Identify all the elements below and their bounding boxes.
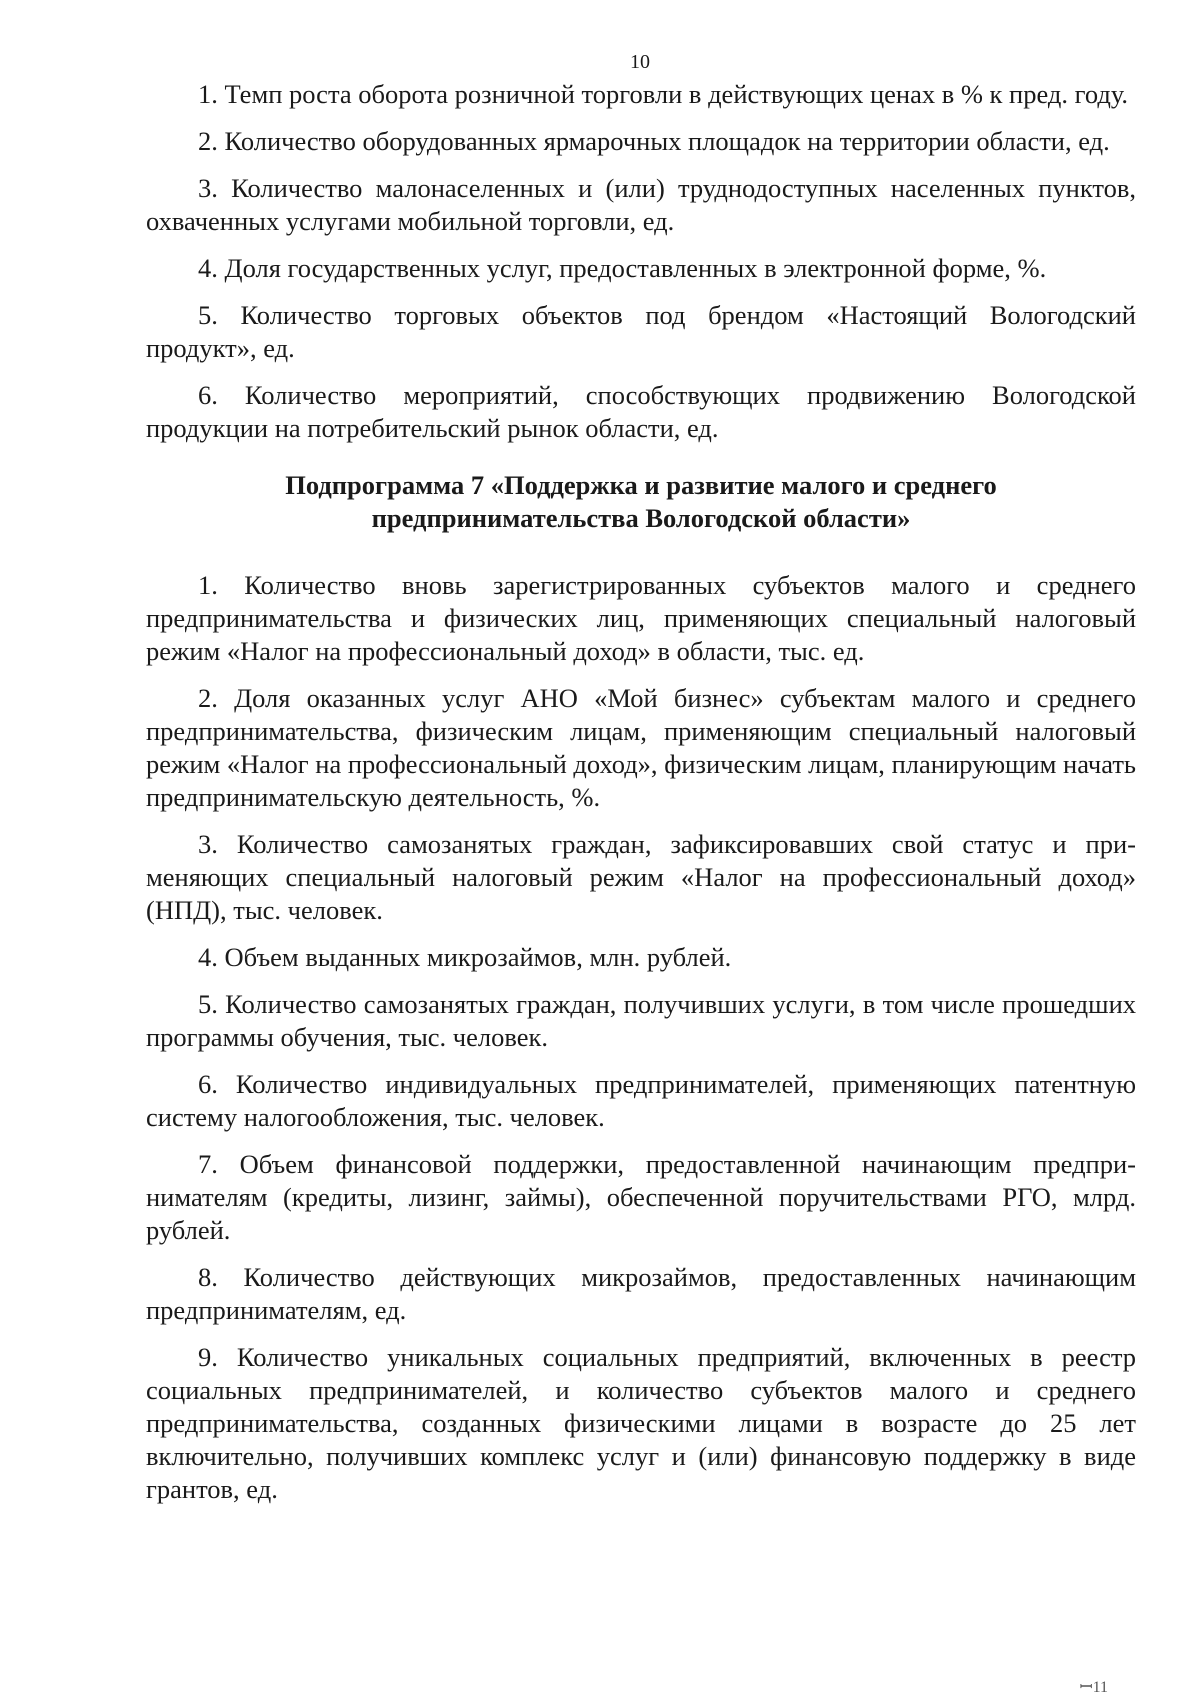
subprogram-heading <box>146 469 1136 535</box>
corner-mark: ꟷ11 <box>1079 1679 1108 1696</box>
list-item: 6. Количество индивидуальных предпринимателей, применяющих патентную систему налогообложения, тыс. человек. <box>146 1069 1136 1132</box>
list-item: 3. Количество самозанятых граждан, зафиксировавших свой статус и применяющих специальный налоговый режим «Налог на профессиональный доход» (НПД), тыс. человек. <box>146 829 1136 925</box>
list-item: 4. Доля государственных услуг, предоставленных в электронной форме, %. <box>198 253 1047 283</box>
list-item: 3. Количество малонаселенных и (или) труднодоступных населенных пунктов, охваченных услугами мобильной торговли, ед. <box>146 173 1136 236</box>
list-item: 1. Количество вновь зарегистрированных субъектов малого и среднего предпринимательства и физических лиц, применяющих специальный налоговый режим «Налог на профессиональный доход» в области, тыс. ед. <box>146 570 1136 666</box>
page-number: 10 <box>630 51 650 73</box>
document-body <box>146 78 1136 1520</box>
heading-line-2: предпринимательства Вологодской области» <box>371 503 911 533</box>
list-item: 6. Количество мероприятий, способствующих продвижению Вологодской продукции на потребительский рынок области, ед. <box>146 380 1136 443</box>
list-item: 9. Количество уникальных социальных предприятий, включенных в реестр социальных предпринимателей, и количество субъектов малого и среднего предпринимательства, созданных физическими лицами в возрасте до 25 лет включительно, получивших комплекс услуг и (или) финансовую поддержку в виде грантов, ед. <box>146 1342 1136 1504</box>
section-sme-indicators <box>146 569 1136 1506</box>
list-item: 7. Объем финансовой поддержки, предоставленной начинающим предпринимателям (кредиты, лизинг, займы), обеспеченной поручительствами РГО, млрд. рублей. <box>146 1149 1136 1245</box>
list-item: 5. Количество торговых объектов под брендом «Настоящий Вологодский продукт», ед. <box>146 300 1136 363</box>
list-item: 8. Количество действующих микрозаймов, предоставленных начинающим предпринимателям, ед. <box>146 1262 1136 1325</box>
section-trade-indicators <box>146 78 1136 445</box>
list-item: 2. Доля оказанных услуг АНО «Мой бизнес» субъектам малого и среднего предпринимательства, физическим лицам, применяющим специальный налоговый режим «Налог на профессиональный доход», физическим лицам, планирующим начать предпринимательскую деятельность, %. <box>146 683 1136 812</box>
heading-line-1: Подпрограмма 7 «Поддержка и развитие малого и среднего <box>285 470 997 500</box>
list-item: 2. Количество оборудованных ярмарочных площадок на территории области, ед. <box>198 126 1110 156</box>
list-item: 4. Объем выданных микрозаймов, млн. рублей. <box>198 942 732 972</box>
list-item: 5. Количество самозанятых граждан, получивших услуги, в том числе прошедших программы обучения, тыс. человек. <box>146 989 1136 1052</box>
list-item: 1. Темп роста оборота розничной торговли в действующих ценах в % к пред. году. <box>198 79 1129 109</box>
